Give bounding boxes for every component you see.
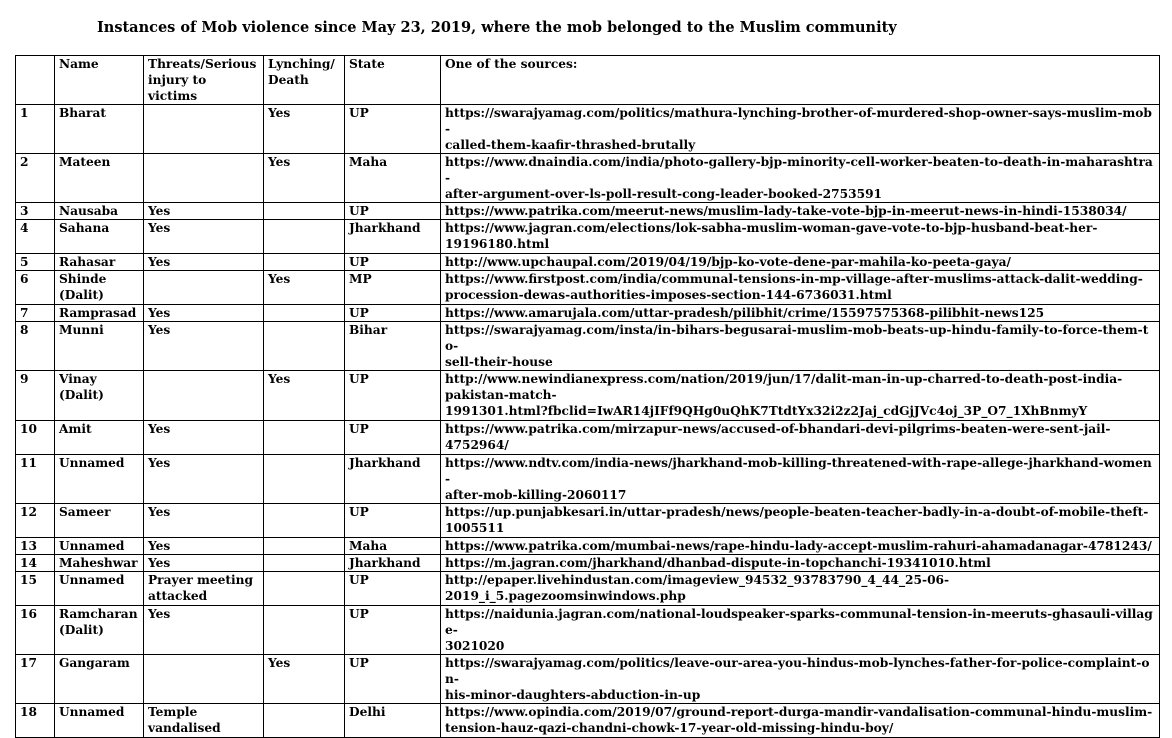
- lynching-cell: [264, 421, 345, 455]
- table-row: [16, 254, 1160, 271]
- source-link: https://www.patrika.com/meerut-news/muslim-lady-take-vote-bjp-in-meerut-news-in-hindi-1538034/: [441, 203, 1160, 220]
- threats-cell: [144, 105, 264, 154]
- threats-cell: Prayer meeting attacked: [144, 572, 264, 606]
- table-row: [16, 655, 1160, 704]
- table-row: [16, 322, 1160, 371]
- lynching-cell: [264, 455, 345, 504]
- lynching-cell: Yes: [264, 154, 345, 203]
- row-number: 5: [16, 254, 55, 271]
- victim-name: Bharat: [55, 105, 144, 154]
- lynching-cell: [264, 538, 345, 555]
- victim-name: Unnamed: [55, 704, 144, 738]
- row-number: 18: [16, 704, 55, 738]
- state-cell: Maha: [345, 538, 441, 555]
- state-cell: UP: [345, 371, 441, 421]
- victim-name: Gangaram: [55, 655, 144, 704]
- source-link: https://www.dnaindia.com/india/photo-gallery-bjp-minority-cell-worker-beaten-to-death-in-maharashtra- after-argument-over-ls-poll-result-cong-leader-booked-2753591: [441, 154, 1160, 203]
- header-state: State: [345, 56, 441, 105]
- state-cell: UP: [345, 203, 441, 220]
- victim-name: Rahasar: [55, 254, 144, 271]
- table-row: [16, 305, 1160, 322]
- row-number: 10: [16, 421, 55, 455]
- threats-cell: [144, 271, 264, 305]
- header-index: [16, 56, 55, 105]
- table-row: [16, 572, 1160, 606]
- victim-name: Munni: [55, 322, 144, 371]
- state-cell: Maha: [345, 154, 441, 203]
- row-number: 17: [16, 655, 55, 704]
- victim-name: Ramcharan (Dalit): [55, 606, 144, 655]
- victim-name: Vinay (Dalit): [55, 371, 144, 421]
- source-link: https://www.ndtv.com/india-news/jharkhand-mob-killing-threatened-with-rape-allege-jharkhand-women- after-mob-killing-2060117: [441, 455, 1160, 504]
- threats-cell: Yes: [144, 322, 264, 371]
- threats-cell: [144, 154, 264, 203]
- victim-name: Nausaba: [55, 203, 144, 220]
- table-row: [16, 538, 1160, 555]
- victim-name: Ramprasad: [55, 305, 144, 322]
- state-cell: UP: [345, 572, 441, 606]
- row-number: 7: [16, 305, 55, 322]
- threats-cell: Yes: [144, 455, 264, 504]
- lynching-cell: [264, 305, 345, 322]
- state-cell: Jharkhand: [345, 555, 441, 572]
- row-number: 9: [16, 371, 55, 421]
- header-source: One of the sources:: [441, 56, 1160, 105]
- state-cell: Jharkhand: [345, 220, 441, 254]
- lynching-cell: [264, 555, 345, 572]
- source-link: https://www.firstpost.com/india/communal-tensions-in-mp-village-after-muslims-attack-dalit-wedding- procession-dewas-authorities-imposes-section-144-6736031.html: [441, 271, 1160, 305]
- table-header-row: [16, 56, 1160, 105]
- threats-cell: Temple vandalised: [144, 704, 264, 738]
- table-row: [16, 555, 1160, 572]
- victim-name: Amit: [55, 421, 144, 455]
- row-number: 13: [16, 538, 55, 555]
- victim-name: Mateen: [55, 154, 144, 203]
- table-row: [16, 371, 1160, 421]
- lynching-cell: [264, 220, 345, 254]
- lynching-cell: [264, 704, 345, 738]
- state-cell: MP: [345, 271, 441, 305]
- lynching-cell: [264, 322, 345, 371]
- state-cell: Jharkhand: [345, 455, 441, 504]
- row-number: 14: [16, 555, 55, 572]
- source-link: http://www.newindianexpress.com/nation/2019/jun/17/dalit-man-in-up-charred-to-death-post-india- pakistan-match- 1991301.html?fbclid=IwAR14jIFf9QHg0uQhK7TtdtYx32i2z2Jaj_cdGjJVc4oj_3P_O7_1XhBnmyY: [441, 371, 1160, 421]
- threats-cell: [144, 371, 264, 421]
- threats-cell: Yes: [144, 421, 264, 455]
- table-row: [16, 455, 1160, 504]
- table-row: [16, 606, 1160, 655]
- state-cell: Delhi: [345, 704, 441, 738]
- victim-name: Unnamed: [55, 455, 144, 504]
- row-number: 16: [16, 606, 55, 655]
- row-number: 11: [16, 455, 55, 504]
- row-number: 3: [16, 203, 55, 220]
- row-number: 4: [16, 220, 55, 254]
- victim-name: Unnamed: [55, 572, 144, 606]
- row-number: 2: [16, 154, 55, 203]
- state-cell: UP: [345, 254, 441, 271]
- threats-cell: Yes: [144, 220, 264, 254]
- lynching-cell: Yes: [264, 655, 345, 704]
- source-link: http://www.upchaupal.com/2019/04/19/bjp-ko-vote-dene-par-mahila-ko-peeta-gaya/: [441, 254, 1160, 271]
- victim-name: Sameer: [55, 504, 144, 538]
- source-link: https://www.patrika.com/mumbai-news/rape-hindu-lady-accept-muslim-rahuri-ahamadanagar-4781243/: [441, 538, 1160, 555]
- row-number: 15: [16, 572, 55, 606]
- state-cell: UP: [345, 305, 441, 322]
- source-link: https://www.opindia.com/2019/07/ground-report-durga-mandir-vandalisation-communal-hindu-muslim- tension-hauz-qazi-chandni-chowk-17-year-old-missing-hindu-boy/: [441, 704, 1160, 738]
- table-row: [16, 105, 1160, 154]
- source-link: https://swarajyamag.com/politics/leave-our-area-you-hindus-mob-lynches-father-for-police-complaint-on- his-minor-daughters-abduction-in-up: [441, 655, 1160, 704]
- row-number: 1: [16, 105, 55, 154]
- page-title: Instances of Mob violence since May 23, 2019, where the mob belonged to the Muslim community: [97, 19, 897, 36]
- table-row: [16, 220, 1160, 254]
- victim-name: Sahana: [55, 220, 144, 254]
- source-link: https://up.punjabkesari.in/uttar-pradesh/news/people-beaten-teacher-badly-in-a-doubt-of-mobile-theft- 1005511: [441, 504, 1160, 538]
- source-link: https://www.patrika.com/mirzapur-news/accused-of-bhandari-devi-pilgrims-beaten-were-sent-jail- 4752964/: [441, 421, 1160, 455]
- source-link: https://m.jagran.com/jharkhand/dhanbad-dispute-in-topchanchi-19341010.html: [441, 555, 1160, 572]
- source-link: https://naidunia.jagran.com/national-loudspeaker-sparks-communal-tension-in-meeruts-ghasauli-village- 3021020: [441, 606, 1160, 655]
- table-row: [16, 271, 1160, 305]
- source-link: http://epaper.livehindustan.com/imageview_94532_93783790_4_44_25-06- 2019_i_5.pagezoomsinwindows.php: [441, 572, 1160, 606]
- threats-cell: Yes: [144, 538, 264, 555]
- row-number: 8: [16, 322, 55, 371]
- threats-cell: Yes: [144, 305, 264, 322]
- state-cell: UP: [345, 421, 441, 455]
- source-link: https://www.amarujala.com/uttar-pradesh/pilibhit/crime/15597575368-pilibhit-news125: [441, 305, 1160, 322]
- victim-name: Unnamed: [55, 538, 144, 555]
- state-cell: UP: [345, 105, 441, 154]
- lynching-cell: Yes: [264, 271, 345, 305]
- state-cell: UP: [345, 655, 441, 704]
- row-number: 6: [16, 271, 55, 305]
- header-lynching: Lynching/ Death: [264, 56, 345, 105]
- threats-cell: [144, 655, 264, 704]
- threats-cell: Yes: [144, 504, 264, 538]
- lynching-cell: [264, 606, 345, 655]
- table-row: [16, 421, 1160, 455]
- lynching-cell: [264, 203, 345, 220]
- header-threats: Threats/Serious injury to victims: [144, 56, 264, 105]
- threats-cell: Yes: [144, 203, 264, 220]
- lynching-cell: Yes: [264, 371, 345, 421]
- lynching-cell: Yes: [264, 105, 345, 154]
- state-cell: Bihar: [345, 322, 441, 371]
- lynching-cell: [264, 572, 345, 606]
- threats-cell: Yes: [144, 606, 264, 655]
- lynching-cell: [264, 504, 345, 538]
- source-link: https://www.jagran.com/elections/lok-sabha-muslim-woman-gave-vote-to-bjp-husband-beat-her- 19196180.html: [441, 220, 1160, 254]
- threats-cell: Yes: [144, 555, 264, 572]
- victim-name: Maheshwar: [55, 555, 144, 572]
- source-link: https://swarajyamag.com/politics/mathura-lynching-brother-of-murdered-shop-owner-says-muslim-mob- called-them-kaafir-thrashed-brutally: [441, 105, 1160, 154]
- table-row: [16, 154, 1160, 203]
- victim-name: Shinde (Dalit): [55, 271, 144, 305]
- table-row: [16, 504, 1160, 538]
- lynching-cell: [264, 254, 345, 271]
- header-name: Name: [55, 56, 144, 105]
- state-cell: UP: [345, 504, 441, 538]
- mob-violence-table: [15, 55, 1160, 738]
- row-number: 12: [16, 504, 55, 538]
- table-row: [16, 704, 1160, 738]
- table-row: [16, 203, 1160, 220]
- threats-cell: Yes: [144, 254, 264, 271]
- state-cell: UP: [345, 606, 441, 655]
- source-link: https://swarajyamag.com/insta/in-bihars-begusarai-muslim-mob-beats-up-hindu-family-to-force-them-to- sell-their-house: [441, 322, 1160, 371]
